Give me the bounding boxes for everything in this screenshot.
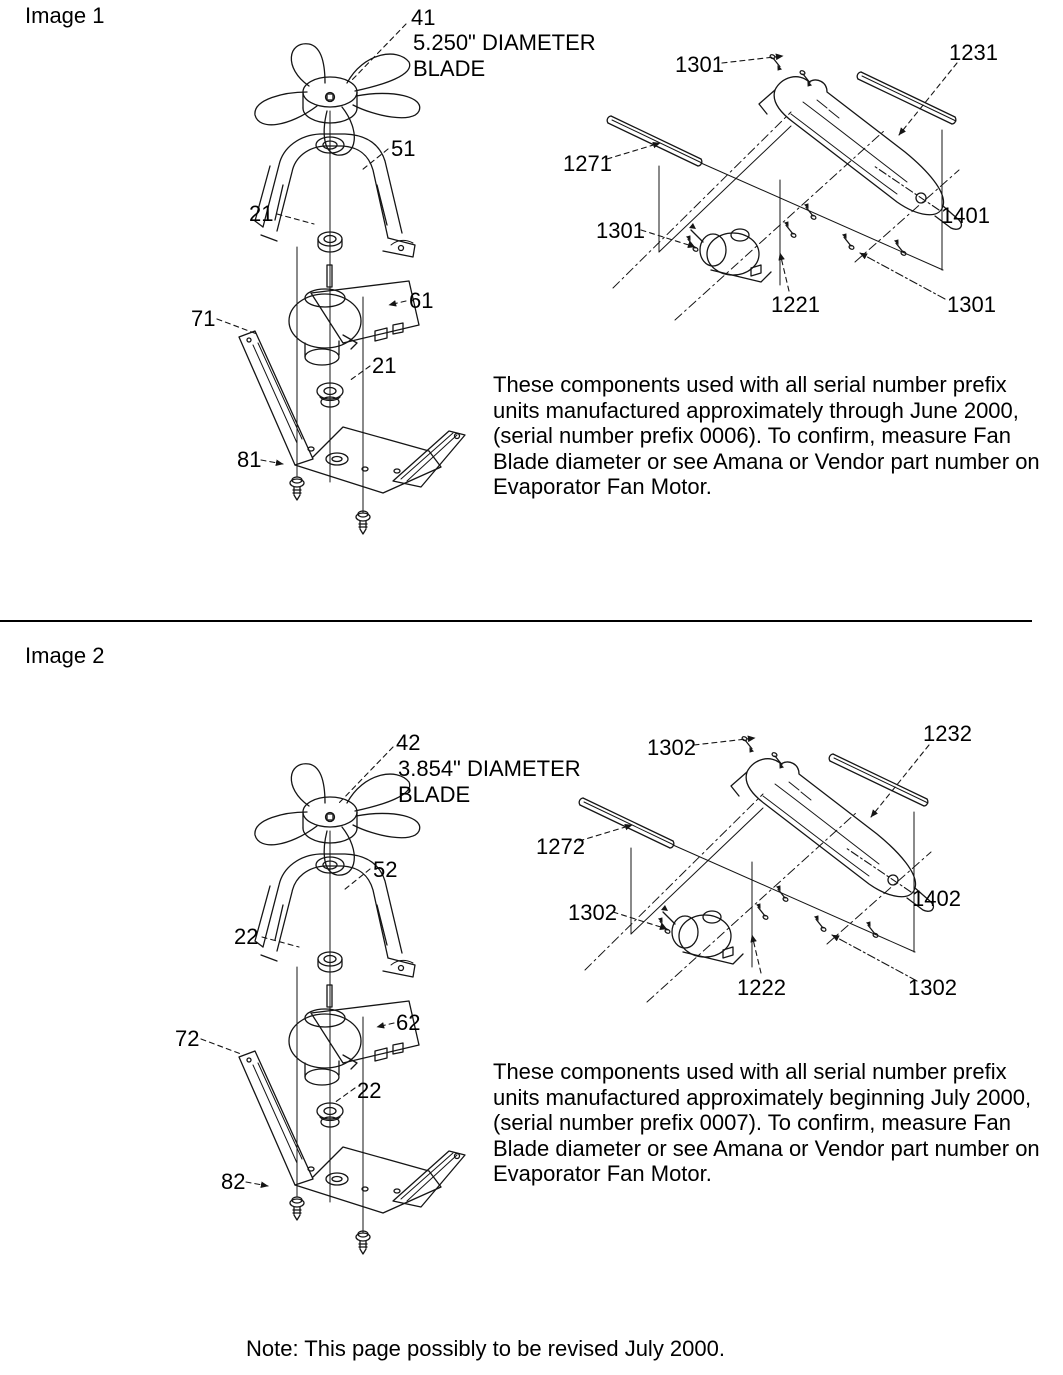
callout-61: 61: [409, 288, 434, 313]
callout-22-bottom: 22: [357, 1078, 382, 1103]
callout-82: 82: [221, 1169, 246, 1194]
callout-1401: 1401: [941, 203, 990, 228]
callout-52: 52: [373, 857, 398, 882]
image1-description: These components used with all serial number prefix units manufactured approximately through June 2000, (serial number prefix 0006). To confirm, measure Fan Blade diameter or see Amana or Vendor part number on Evaporator Fan Motor.: [493, 372, 1040, 499]
callout-42: 42: [396, 730, 421, 755]
callout-72: 72: [175, 1026, 200, 1051]
callout-1301-bottom: 1301: [947, 292, 996, 317]
callout-22-top: 22: [234, 924, 259, 949]
callout-1301-top: 1301: [675, 52, 724, 77]
callout-81: 81: [237, 447, 262, 472]
revision-note: Note: This page possibly to be revised July 2000.: [246, 1336, 725, 1361]
callout-71: 71: [191, 306, 216, 331]
callout-1231: 1231: [949, 40, 998, 65]
callout-1232: 1232: [923, 721, 972, 746]
callout-1271: 1271: [563, 151, 612, 176]
callout-1272: 1272: [536, 834, 585, 859]
image2-title: Image 2: [25, 643, 105, 668]
section-divider: [0, 620, 1032, 622]
callout-1302-bottom: 1302: [908, 975, 957, 1000]
image2-shroud-assembly: [579, 736, 933, 1002]
blade-diameter-text-1: 5.250" DIAMETER: [413, 30, 596, 55]
blade-diameter-text-2: 3.854" DIAMETER: [398, 756, 581, 781]
callout-1221: 1221: [771, 292, 820, 317]
callout-41: 41: [411, 5, 436, 30]
callout-21-top: 21: [249, 201, 274, 226]
blade-text-2: BLADE: [398, 782, 471, 807]
image1-shroud-assembly: [607, 54, 961, 320]
image2-fan-assembly: [239, 764, 465, 1254]
image1-title: Image 1: [25, 3, 105, 28]
callout-62: 62: [396, 1010, 421, 1035]
callout-1402: 1402: [912, 886, 961, 911]
callout-1302-top: 1302: [647, 735, 696, 760]
callout-1302-left: 1302: [568, 900, 617, 925]
blade-text-1: BLADE: [413, 56, 486, 81]
callout-21-bottom: 21: [372, 353, 397, 378]
callout-1301-left: 1301: [596, 218, 645, 243]
image2-description: These components used with all serial number prefix units manufactured approximately beginning July 2000, (serial number prefix 0007). To confirm, measure Fan Blade diameter or see Amana or Vendor part number on Evaporator Fan Motor.: [493, 1059, 1040, 1186]
callout-51: 51: [391, 136, 416, 161]
callout-1222: 1222: [737, 975, 786, 1000]
